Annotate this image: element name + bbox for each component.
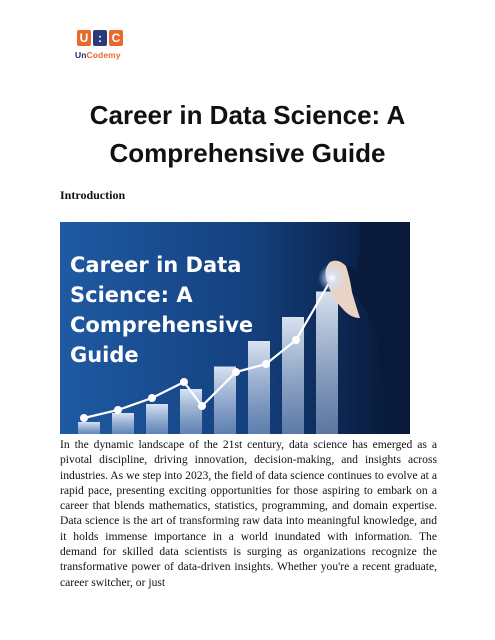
hero-text-line2: Science: A xyxy=(70,283,193,307)
logo-letter-c: C xyxy=(109,30,123,46)
hero-glow xyxy=(318,264,346,292)
hero-trend-point xyxy=(232,368,240,376)
page-title: Career in Data Science: A Comprehensive Guide xyxy=(89,100,406,168)
hero-trend-point xyxy=(180,378,188,386)
logo-wordmark-part1: Un xyxy=(75,50,87,60)
logo-badges xyxy=(77,30,137,46)
hero-trend-point xyxy=(262,360,270,368)
hero-bar xyxy=(282,317,304,434)
hero-bar xyxy=(146,404,168,434)
hero-trend-point xyxy=(80,414,88,422)
hero-graphic xyxy=(60,222,410,434)
hero-bar xyxy=(180,389,202,434)
logo-letter-u: U xyxy=(77,30,91,46)
hero-text-line3: Comprehensive xyxy=(70,313,254,337)
section-heading-introduction: Introduction xyxy=(60,188,126,202)
hero-trend-point xyxy=(292,336,300,344)
hero-image xyxy=(60,222,410,434)
hero-trend-point xyxy=(198,402,206,410)
uncodemy-logo xyxy=(75,30,137,60)
hero-text-line1: Career in Data xyxy=(70,253,242,277)
hero-bar xyxy=(78,422,100,434)
hero-text-line4: Guide xyxy=(70,343,139,367)
hero-bar xyxy=(316,292,338,435)
logo-letter-separator: : xyxy=(93,30,107,46)
hero-trend-point xyxy=(148,394,156,402)
logo-wordmark xyxy=(75,50,137,60)
logo-wordmark-part2: Codemy xyxy=(86,50,121,60)
hero-bar xyxy=(112,413,134,434)
hero-trend-point xyxy=(114,406,122,414)
hero-bar xyxy=(248,341,270,434)
intro-paragraph: In the dynamic landscape of the 21st century, data science has emerged as a pivotal discipline, driving innovation, decision-making, and insights across industries. As we step into 2023, the field of data science continues to evolve at a rapid pace, presenting exciting opportunities for those aspiring to embark on a career that blends mathematics, statistics, programming, and domain expertise. Data science is the art of transforming raw data into meaningful knowledge, and it holds immense importance in a world inundated with information. The demand for skilled data scientists is surging as organizations recognize the transformative power of data-driven insights. Whether you're a recent graduate, career switcher, or just xyxy=(60,438,437,589)
